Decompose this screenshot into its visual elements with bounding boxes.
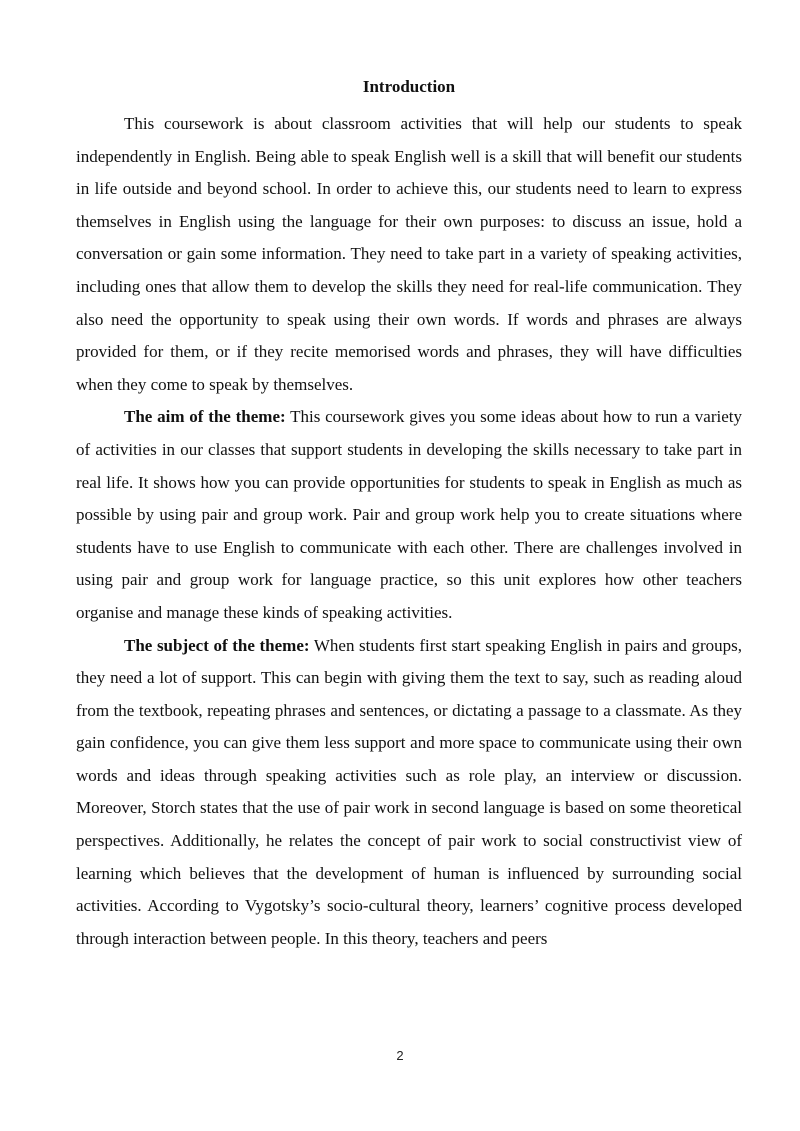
paragraph-aim-lead: The aim of the theme: [124, 407, 286, 427]
paragraph-intro-text: This coursework is about classroom activities that will help our students to speak independently in English. Being able to speak English well is a skill that will benefit our students in life outside and beyond school. In order to achieve this, our students need to learn to express themselves in English using the language for their own purposes: to discuss an issue, hold a conversation or gain some information. They need to take part in a variety of speaking activities, including ones that allow them to develop the skills they need for real-life communication. They also need the opportunity to speak using their own words. If words and phrases are always provided for them, or if they recite memorised words and phrases, they will have difficulties when they come to speak by themselves. [76, 114, 742, 394]
section-heading: Introduction [362, 77, 456, 96]
paragraph-subject-lead: The subject of the theme: [124, 635, 310, 655]
page-number: 2 [396, 1048, 404, 1063]
paragraph-subject [76, 630, 742, 956]
paragraph-intro [76, 108, 742, 401]
paragraph-subject-text: When students first start speaking English in pairs and groups, they need a lot of support. This can begin with giving them the text to say, such as reading aloud from the textbook, repeating phrases and sentences, or dictating a passage to a classmate. As they gain confidence, you can give them less support and more space to communicate using their own words and ideas through speaking activities such as role play, an interview or discussion. Moreover, Storch states that the use of pair work in second language is based on some theoretical perspectives. Additionally, he relates the concept of pair work to social constructivist view of learning which believes that the development of human is influenced by surrounding social activities. According to Vygotsky’s socio-cultural theory, learners’ cognitive process developed through interaction between people. In this theory, teachers and peers [76, 635, 742, 948]
paragraph-aim-text: This coursework gives you some ideas about how to run a variety of activities in our classes that support students in developing the skills necessary to take part in real life. It shows how you can provide opportunities for students to speak in English as much as possible by using pair and group work. Pair and group work help you to create situations where students have to use English to communicate with each other. There are challenges involved in using pair and group work for language practice, so this unit explores how other teachers organise and manage these kinds of speaking activities. [76, 407, 742, 622]
paragraph-aim [76, 401, 742, 629]
document-page [76, 76, 742, 955]
